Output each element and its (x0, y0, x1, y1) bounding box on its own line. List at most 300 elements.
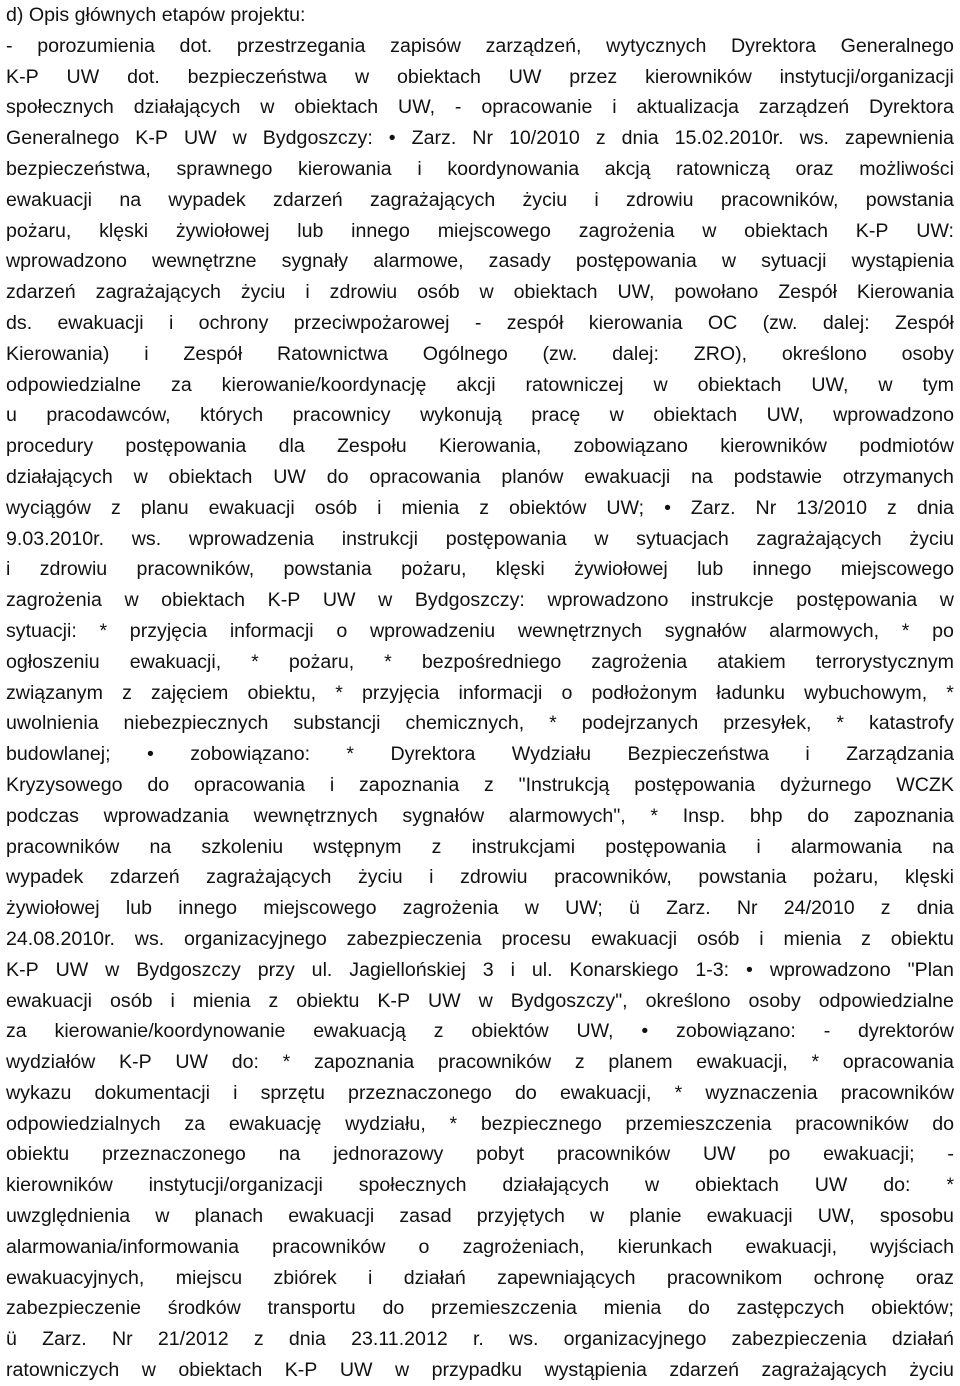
word: Zarz. (42, 1328, 87, 1351)
word: obiektach (396, 65, 481, 88)
word: z (122, 681, 132, 704)
word: do (807, 804, 830, 827)
word: z (431, 835, 442, 858)
word: klęski (99, 219, 149, 242)
word: za (6, 1020, 27, 1043)
word: i (233, 1081, 238, 1104)
word: UW: (916, 219, 954, 242)
word: Insp. (682, 804, 726, 827)
word: procedury (6, 435, 94, 458)
text-line (6, 955, 954, 986)
word: za (171, 373, 192, 396)
word: działających (6, 465, 113, 488)
word: z (595, 127, 606, 150)
word: przy (257, 958, 295, 981)
word: zdarzeń (669, 1359, 740, 1382)
text-line (6, 1170, 954, 1201)
word: na (932, 835, 954, 858)
word: wytycznych (606, 34, 707, 57)
word: i (170, 989, 175, 1012)
word: wykazu (6, 1081, 72, 1104)
text-line (6, 185, 954, 216)
word: zapoznania (358, 773, 460, 796)
word: zapewnienia (845, 127, 954, 150)
word: odpowiedzialne (6, 373, 142, 396)
word: i (429, 866, 434, 889)
word: dokumentacji (94, 1081, 210, 1104)
word: opracowania (193, 773, 306, 796)
word: Bydgoszczy (136, 958, 241, 981)
word: w (878, 373, 893, 396)
word: pobyt (476, 1143, 525, 1166)
word: • (388, 127, 396, 150)
word: ws. (799, 127, 829, 150)
word: dalej: (822, 311, 870, 334)
word: wprowadzeniu (369, 619, 496, 642)
word: • (664, 496, 671, 519)
word: zapoznania (313, 1051, 415, 1074)
word: obiektach (694, 1174, 779, 1197)
word: K-P (284, 1359, 318, 1382)
word: zarządzeń, (485, 34, 582, 57)
word: K-P (855, 219, 889, 242)
word: mienia (603, 1297, 662, 1320)
word: i (305, 281, 310, 304)
word: przestrzegania (236, 34, 366, 57)
word: podłożonym (591, 681, 698, 704)
word: Wydziału (511, 743, 592, 766)
word: określono (645, 989, 731, 1012)
word: społecznych (358, 1174, 467, 1197)
word: obiektach (697, 373, 782, 396)
word: sygnałów (664, 619, 747, 642)
word: innego (351, 219, 410, 242)
word: Nr (755, 496, 777, 519)
word: K-P (377, 989, 411, 1012)
word: K-P (6, 65, 39, 88)
word: obiektów (471, 1020, 549, 1043)
word: w (644, 1174, 660, 1197)
word: ul. (531, 958, 553, 981)
word: 10/2010 (508, 127, 580, 150)
word: wyjściach (870, 1235, 954, 1258)
word: zabezpieczenia (731, 1328, 867, 1351)
word: * (674, 1081, 683, 1104)
text-line (6, 770, 954, 801)
word: dla (278, 435, 305, 458)
word: zbiórek (273, 1266, 337, 1289)
word: ewakuacyjnych, (6, 1266, 145, 1289)
text-line (6, 1324, 954, 1355)
word: ratowniczą (676, 157, 770, 180)
word: i (612, 96, 617, 119)
word: na (691, 465, 713, 488)
word: zdarzeń (109, 866, 180, 889)
word: podejrzanych (581, 712, 699, 735)
word: wewnętrzne (152, 250, 257, 273)
text-line (6, 524, 954, 555)
word: Nr (736, 897, 758, 920)
word: ewakuacji (584, 465, 671, 488)
word: dnia (916, 496, 954, 519)
word: ws. (131, 527, 162, 550)
word: pracę (531, 404, 581, 427)
word: do (688, 1297, 710, 1320)
word: przeciwpożarowej (293, 311, 450, 334)
word: informacji (458, 681, 543, 704)
word: UW, (766, 404, 804, 427)
word: Zarz. (666, 897, 711, 920)
word: pracowników, (720, 188, 839, 211)
word: obiektu (296, 989, 360, 1012)
word: i (329, 773, 335, 796)
word: zagrożeniach, (462, 1235, 585, 1258)
word: uwzględnienia (6, 1205, 131, 1228)
word: zdrowiu (460, 866, 528, 889)
word: do (515, 1081, 537, 1104)
word: do (382, 1297, 405, 1320)
text-line (6, 1355, 954, 1386)
word: za (184, 1112, 206, 1135)
word: zabezpieczenie (6, 1297, 142, 1320)
word: Zarz. (690, 496, 736, 519)
word: ratowniczej (525, 373, 624, 396)
word: ewakuacji (288, 1205, 375, 1228)
text-line (6, 246, 954, 277)
word: pracowników (556, 1143, 671, 1166)
word: UW (339, 1359, 373, 1382)
text-line (6, 585, 954, 616)
text-line (6, 924, 954, 955)
word: wydziałów (6, 1051, 96, 1074)
word: żywiołowej (175, 219, 270, 242)
word: innego (752, 558, 812, 581)
text-line (6, 862, 954, 893)
word: działań (403, 1266, 466, 1289)
word: miejscowego (437, 219, 551, 242)
word: niebezpiecznych (123, 712, 269, 735)
word: oraz (915, 1266, 954, 1289)
word: wewnętrznych (253, 804, 378, 827)
word: sygnały (281, 250, 349, 273)
word: ewakuacji, (696, 1051, 788, 1074)
word: ewakuację (228, 1112, 322, 1135)
word: z (861, 927, 871, 950)
word: o (418, 1235, 430, 1258)
word: K-P (118, 1051, 152, 1074)
word: w (105, 958, 120, 981)
word: dnia (621, 127, 659, 150)
word: UW (66, 65, 100, 88)
word: Dyrektora (869, 96, 954, 119)
word: ewakuacji (208, 496, 295, 519)
word: dnia (916, 897, 954, 920)
word: obiektach (168, 465, 253, 488)
word: aktualizacja (636, 96, 739, 119)
word: ładunku (716, 681, 785, 704)
word: dalej: (612, 342, 659, 365)
word: obiektu (890, 927, 954, 950)
word: wypadek (6, 866, 84, 889)
word: z (484, 773, 494, 796)
text-line (6, 92, 954, 123)
word: i (168, 311, 174, 334)
word: - (823, 1020, 831, 1043)
word: opracowania (369, 465, 481, 488)
word: alarmowych, (769, 619, 880, 642)
word: ewakuacji (6, 188, 93, 211)
word: zobowiązano (573, 435, 688, 458)
word: ü (628, 897, 640, 920)
word: w (133, 465, 148, 488)
text-line (6, 801, 954, 832)
word: ogłoszeniu (6, 650, 100, 673)
word: * (549, 712, 557, 735)
word: Kierowania (856, 281, 954, 304)
word: osób (696, 927, 740, 950)
word: pracowników (6, 835, 120, 858)
word: Ogólnego (422, 342, 508, 365)
word: UW (322, 589, 356, 612)
word: miejscowego (263, 897, 377, 920)
text-line (6, 154, 954, 185)
word: Dyrektora (390, 743, 476, 766)
word: Zespół (895, 311, 954, 334)
word: z (433, 1020, 444, 1043)
text-line (6, 708, 954, 739)
word: Zarz. (411, 127, 457, 150)
word: zarządzeń (758, 96, 850, 119)
word: pracownicy (292, 404, 391, 427)
word: w (155, 1205, 170, 1228)
word: działających (502, 1174, 610, 1197)
word: 21/2012 (157, 1328, 229, 1351)
word: zabezpieczenia (346, 927, 482, 950)
word: terrorystycznym (815, 650, 954, 673)
word: w (702, 219, 717, 242)
word: dyrektorów (858, 1020, 954, 1043)
word: UW; (565, 897, 603, 920)
word: odpowiedzialnych (6, 1112, 161, 1135)
word: * (251, 650, 259, 673)
word: instytucji/organizacji (779, 65, 954, 88)
word: przemieszczenia (625, 1112, 772, 1135)
word: informacji (229, 619, 314, 642)
word: akcji (456, 373, 496, 396)
word: 24/2010 (783, 897, 855, 920)
word: zdarzeń (6, 281, 76, 304)
word: życiu (909, 1359, 954, 1382)
word: (zw. (762, 311, 798, 334)
word: zobowiązano: (676, 1020, 796, 1043)
word: UW, (811, 373, 849, 396)
word: kierowników (645, 65, 752, 88)
word: postępowania (125, 435, 247, 458)
word: w (394, 1359, 410, 1382)
word: pracodawców, (46, 404, 171, 427)
word: wybuchowym, (804, 681, 928, 704)
word: przeznaczonego (102, 1143, 246, 1166)
word: Bydgoszczy", (510, 989, 628, 1012)
word: szkoleniu (201, 835, 284, 858)
word: w (124, 589, 139, 612)
text-line (6, 739, 954, 770)
word: 15.02.2010r. (674, 127, 784, 150)
word: z (887, 496, 897, 519)
word: na (149, 835, 172, 858)
word: ochronę (813, 1266, 885, 1289)
word: kierowanie/koordynowanie (54, 1020, 286, 1043)
word: Jagiellońskiej (349, 958, 466, 981)
word: obiektu (6, 1143, 70, 1166)
word: zagrażających (756, 527, 882, 550)
word: bezpieczeństwa, (6, 157, 151, 180)
word: żywiołowej (574, 558, 668, 581)
word: organizacyjnego (184, 927, 327, 950)
word: ewakuacji; (823, 1143, 915, 1166)
word: przyjętych (476, 1205, 565, 1228)
word: Nr (472, 127, 493, 150)
word: WCZK (896, 773, 954, 796)
word: Bezpieczeństwa (627, 743, 770, 766)
word: postępowania (445, 527, 567, 550)
word: budowlanej; (6, 743, 111, 766)
word: w (478, 989, 493, 1012)
word: mienia (192, 989, 251, 1012)
word: podmiotów (859, 435, 954, 458)
text-line (6, 893, 954, 924)
word: wprowadzania (103, 804, 229, 827)
word: zobowiązano: (190, 743, 311, 766)
word: zagrażających (206, 866, 332, 889)
word: przyjęcia (362, 681, 440, 704)
word: pożaru, (6, 219, 72, 242)
word: - (474, 311, 482, 334)
word: w (354, 65, 370, 88)
word: w (260, 96, 275, 119)
word: atakiem (717, 650, 786, 673)
word: kierowania (298, 157, 392, 180)
word: innego (178, 897, 238, 920)
word: 1-3: (695, 958, 730, 981)
word: zagrażających (95, 281, 221, 304)
word: wystąpienia (544, 1359, 647, 1382)
word: i (377, 496, 382, 519)
word: przez (569, 65, 618, 88)
word: 23.11.2012 (351, 1328, 448, 1351)
word: (zw. (542, 342, 578, 365)
word: wypadek (168, 188, 246, 211)
text-line (6, 832, 954, 863)
word: Kierowania) (6, 342, 110, 365)
word: obiektów; (871, 1297, 954, 1320)
word: bezpieczeństwa (187, 65, 328, 88)
word: Kierowania, (438, 435, 542, 458)
word: alarmowania (790, 835, 902, 858)
word: UW, (398, 96, 436, 119)
word: UW (427, 989, 461, 1012)
word: Zarządzania (846, 743, 954, 766)
word: dot. (179, 34, 213, 57)
word: jednorazowy (333, 1143, 444, 1166)
word: • (641, 1020, 649, 1043)
word: Dyrektora (731, 34, 816, 57)
word: instrukcji (341, 527, 418, 550)
word: i (6, 558, 11, 581)
word: zapisów (390, 34, 461, 57)
word: zdrowiu (626, 188, 694, 211)
word: podczas (6, 804, 79, 827)
word: ewakuacji, (559, 1081, 652, 1104)
word: mienia (783, 927, 842, 950)
word: ewakuacji, (129, 650, 222, 673)
word: K-P (6, 958, 39, 981)
word: obiektach (653, 404, 738, 427)
word: kierowników (720, 435, 827, 458)
word: powstania (698, 866, 787, 889)
word: przemieszczenia (430, 1297, 577, 1320)
word: ZRO), (693, 342, 748, 365)
word: lub (297, 219, 324, 242)
word: w (524, 897, 539, 920)
word: w (590, 1205, 605, 1228)
word: ewakuacji (57, 311, 144, 334)
word: obiektach (513, 281, 598, 304)
word: * (99, 619, 108, 642)
word: przypadku (431, 1359, 522, 1382)
word: "Plan (907, 958, 954, 981)
word: planem (608, 1051, 673, 1074)
word: zasad (399, 1205, 452, 1228)
word: zastępczych (736, 1297, 845, 1320)
text-line (6, 986, 954, 1017)
word: obiektach (161, 589, 246, 612)
word: pożaru, (288, 650, 355, 673)
word: i (368, 1266, 373, 1289)
word: osoby (748, 989, 801, 1012)
word: instytucji/organizacji (148, 1174, 323, 1197)
word: osoby (901, 342, 954, 365)
word: z (880, 897, 891, 920)
word: ü (6, 1328, 17, 1351)
word: * (650, 804, 659, 827)
word: transportu (267, 1297, 356, 1320)
word: i (144, 342, 149, 365)
word: ewakuacji (6, 989, 93, 1012)
text-line (6, 647, 954, 678)
word: na (119, 188, 142, 211)
text-line (6, 616, 954, 647)
word: obiektach (178, 1359, 263, 1382)
word: podstawie (733, 465, 822, 488)
word: * (449, 1112, 458, 1135)
word: środków (167, 1297, 241, 1320)
word: wyznaczenia (705, 1081, 818, 1104)
word: r. (472, 1328, 484, 1351)
word: Nr (111, 1328, 133, 1351)
section-heading (6, 0, 954, 31)
word: bhp (749, 804, 783, 827)
word: UW, (617, 281, 655, 304)
word: alarmowych", (508, 804, 626, 827)
word: zagrożenia (591, 650, 688, 673)
word: Zespół (778, 281, 837, 304)
word: sytuacjach (636, 527, 729, 550)
word: UW, (576, 1020, 614, 1043)
word: osób (417, 281, 460, 304)
word: wykonują (420, 404, 502, 427)
word: zagrożenia (578, 219, 675, 242)
